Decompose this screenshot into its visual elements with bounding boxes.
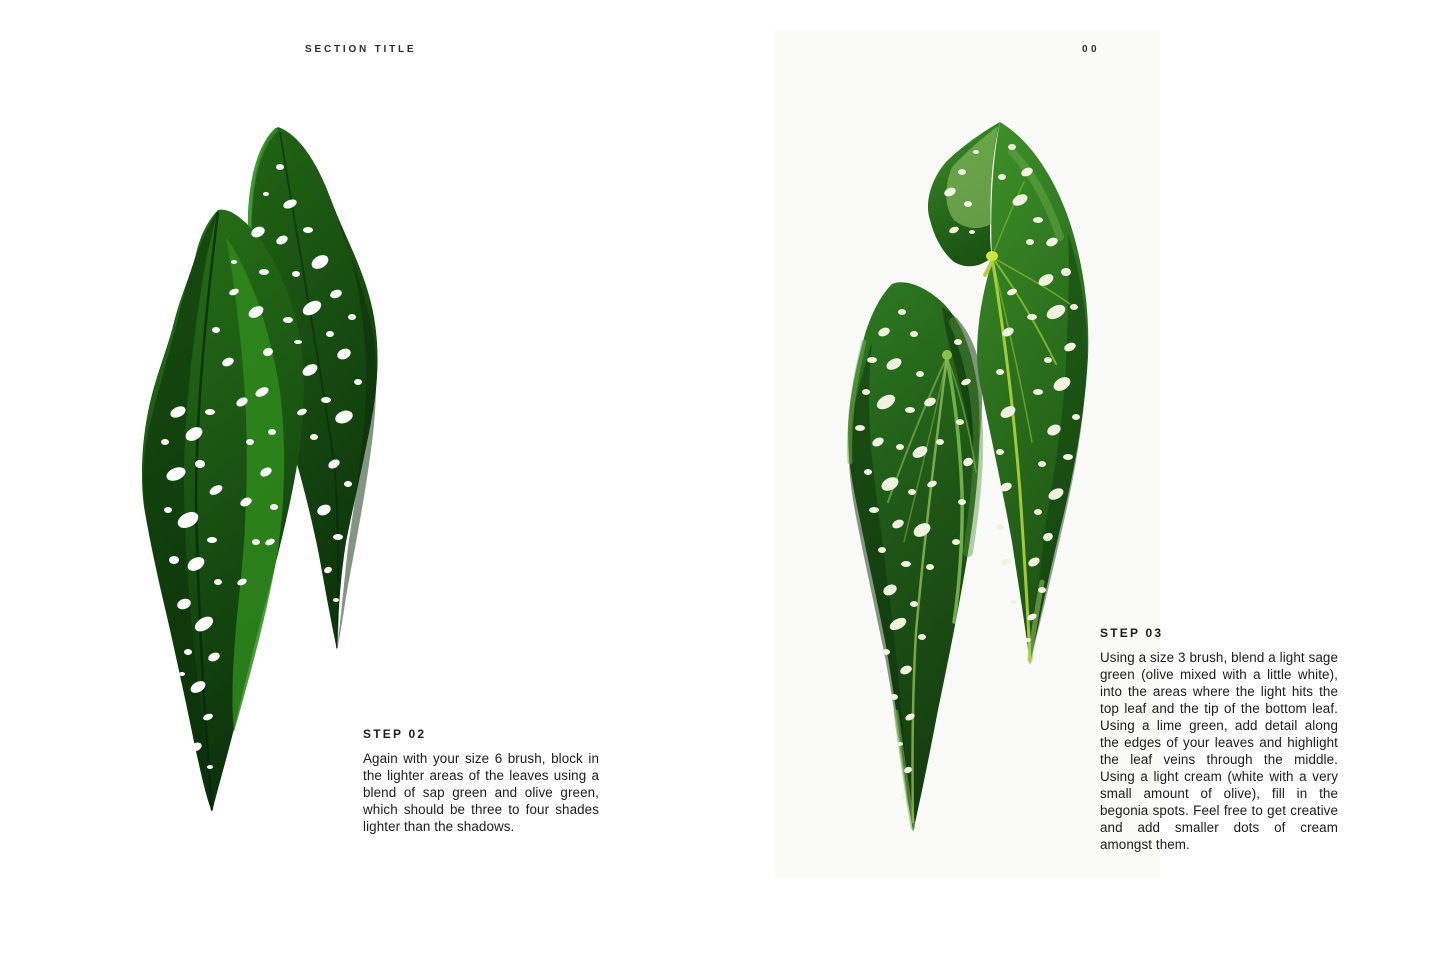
begonia-leaf-illustration-step03 xyxy=(842,112,1094,852)
step-02-block xyxy=(363,727,599,835)
step-03-label: STEP 03 xyxy=(1100,626,1164,640)
step-03-text: Using a size 3 brush, blend a light sage green (olive mixed with a little white), into the areas where the light hits the top leaf and the tip of the bottom leaf. Using a lime green, add detail along the edges of your leaves and highlight the leaf veins through the middle. Using a light cream (white with a very small amount of olive), fill in the begonia spots. Feel free to get creative and add smaller dots of cream amongst them. xyxy=(1100,650,1338,852)
section-title: SECTION TITLE xyxy=(305,44,417,55)
begonia-leaf-illustration-step02 xyxy=(138,112,378,822)
front-leaf-shape xyxy=(848,282,982,832)
step-02-label: STEP 02 xyxy=(363,727,427,741)
page-number: 00 xyxy=(1082,44,1101,55)
step-03-block xyxy=(1100,626,1338,853)
step-02-text: Again with your size 6 brush, block in the lighter areas of the leaves using a blend of sap green and olive green, which should be three to four shades lighter than the shadows. xyxy=(363,751,599,834)
